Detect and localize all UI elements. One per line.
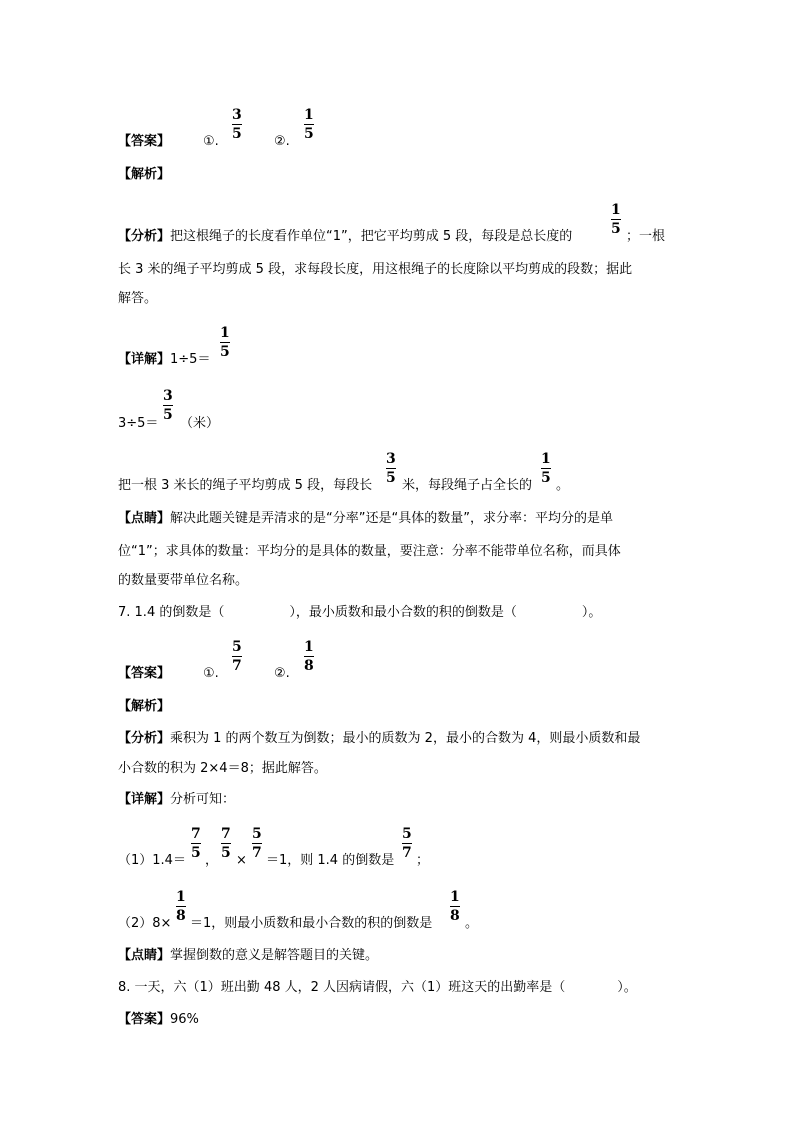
detail-tag: 【详解】 xyxy=(118,792,171,807)
fraction-1-8 xyxy=(304,640,314,673)
answer-tag: 【答案】 xyxy=(118,134,171,149)
fraction-7-5 xyxy=(221,827,231,860)
equation: ＝1，则最小质数和最小合数的积的倒数是 xyxy=(190,916,433,931)
answer-tag: 【答案】 xyxy=(118,1012,171,1027)
q8-answer-line xyxy=(118,1012,199,1028)
comma: ， xyxy=(205,853,219,868)
q7-question: 7. 1.4 的倒数是（ ），最小质数和最小合数的积的倒数是（ ）。 xyxy=(118,605,602,620)
fraction-1-5 xyxy=(541,452,551,485)
fraction-1-5 xyxy=(611,203,621,236)
fraction-5-7 xyxy=(252,827,262,860)
denominator: 5 xyxy=(163,407,173,423)
analysis-text: 乘积为 1 的两个数互为倒数；最小的质数为 2，最小的合数为 4，则最小质数和最 xyxy=(170,731,641,746)
numerator: 5 xyxy=(252,826,262,842)
numerator: 1 xyxy=(304,639,314,655)
q7-analysis-line-2: 小合数的积为 2×4＝8；据此解答。 xyxy=(118,761,327,776)
equation: ＝1，则 1.4 的倒数是 xyxy=(266,853,395,868)
equation: （1）1.4＝ xyxy=(118,853,186,868)
denominator: 5 xyxy=(541,470,551,486)
sentence-end: 。 xyxy=(556,478,570,493)
denominator: 5 xyxy=(221,845,231,861)
q8-question: 8. 一天，六（1）班出勤 48 人，2 人因病请假，六（1）班这天的出勤率是（ ）。 xyxy=(118,980,637,995)
analysis-tag: 【分析】 xyxy=(118,229,171,244)
denominator: 5 xyxy=(386,470,396,486)
numerator: 7 xyxy=(221,826,231,842)
jiexi-heading: 【解析】 xyxy=(118,167,171,182)
numerator: 1 xyxy=(304,107,314,123)
fraction-7-5 xyxy=(191,827,201,860)
analysis-text-tail: ；一根 xyxy=(626,229,666,244)
numerator: 3 xyxy=(163,388,173,404)
denominator: 5 xyxy=(611,221,621,237)
times-sign: × xyxy=(236,853,247,868)
q7-answer-line xyxy=(118,666,170,682)
fraction-1-8 xyxy=(176,890,186,923)
q6-analysis-line-1 xyxy=(118,229,572,245)
q7-detail-line-1 xyxy=(118,792,235,808)
fraction-1-8 xyxy=(450,890,460,923)
denominator: 7 xyxy=(252,845,262,861)
q6-analysis-line-2: 长 3 米的绳子平均剪成 5 段，求每段长度，用这根绳子的长度除以平均剪成的段数；据此 xyxy=(118,262,633,277)
detail-tag: 【详解】 xyxy=(118,352,171,367)
q6-analysis-line-3: 解答。 xyxy=(118,291,158,306)
fraction-5-7 xyxy=(232,640,242,673)
fraction-3-5 xyxy=(163,389,173,422)
unit: （米） xyxy=(180,416,220,431)
numerator: 3 xyxy=(232,107,242,123)
fraction-3-5 xyxy=(232,108,242,141)
q6-detail-line-3 xyxy=(118,478,372,494)
q6-point-line-2: 位“1”；求具体的数量：平均分的是具体的数量，要注意：分率不能带单位名称，而具体 xyxy=(118,544,621,559)
point-tag: 【点睛】 xyxy=(118,948,171,963)
numerator: 5 xyxy=(232,639,242,655)
sentence: 把一根 3 米长的绳子平均剪成 5 段，每段长 xyxy=(118,478,373,493)
q6-point-line-3: 的数量要带单位名称。 xyxy=(118,573,249,588)
q7-analysis-line-1 xyxy=(118,731,640,747)
q6-detail-line-1 xyxy=(118,352,210,368)
answer-marker-1: ①. xyxy=(203,666,219,681)
fraction-1-5 xyxy=(220,326,230,359)
denominator: 5 xyxy=(232,126,242,142)
denominator: 7 xyxy=(402,845,412,861)
denominator: 5 xyxy=(304,126,314,142)
denominator: 5 xyxy=(191,845,201,861)
denominator: 8 xyxy=(450,908,460,924)
answer-marker-2: ②. xyxy=(274,666,290,681)
sentence: 米，每段绳子占全长的 xyxy=(402,478,533,493)
numerator: 1 xyxy=(176,889,186,905)
fraction-5-7 xyxy=(402,827,412,860)
equation: 1÷5＝ xyxy=(170,352,211,367)
numerator: 3 xyxy=(386,451,396,467)
fraction-3-5 xyxy=(386,452,396,485)
q7-detail-line-3 xyxy=(118,916,171,932)
semicolon: ； xyxy=(416,853,430,868)
numerator: 5 xyxy=(402,826,412,842)
numerator: 7 xyxy=(191,826,201,842)
point-tag: 【点睛】 xyxy=(118,511,171,526)
answer-marker-2: ②. xyxy=(274,134,290,149)
answer-value: 96% xyxy=(170,1012,199,1027)
answer-tag: 【答案】 xyxy=(118,666,171,681)
denominator: 8 xyxy=(176,908,186,924)
numerator: 1 xyxy=(611,202,621,218)
equation: 3÷5＝ xyxy=(118,416,159,431)
answer-marker-1: ①. xyxy=(203,134,219,149)
numerator: 1 xyxy=(450,889,460,905)
jiexi-heading: 【解析】 xyxy=(118,699,171,714)
q6-answer-line xyxy=(118,134,170,150)
q7-point-line xyxy=(118,948,378,964)
q6-point-line-1 xyxy=(118,511,613,527)
detail-intro: 分析可知： xyxy=(170,792,236,807)
numerator: 1 xyxy=(220,325,230,341)
q7-detail-line-2 xyxy=(118,853,186,869)
point-text: 解决此题关键是弄清求的是“分率”还是“具体的数量”，求分率：平均分的是单 xyxy=(170,511,613,526)
equation: （2）8× xyxy=(118,916,172,931)
period: 。 xyxy=(465,916,479,931)
fraction-1-5 xyxy=(304,108,314,141)
denominator: 5 xyxy=(220,344,230,360)
numerator: 1 xyxy=(541,451,551,467)
denominator: 8 xyxy=(304,658,314,674)
analysis-text: 把这根绳子的长度看作单位“1”，把它平均剪成 5 段，每段是总长度的 xyxy=(170,229,573,244)
point-text: 掌握倒数的意义是解答题目的关键。 xyxy=(170,948,379,963)
q6-detail-line-2 xyxy=(118,416,158,432)
analysis-tag: 【分析】 xyxy=(118,731,171,746)
denominator: 7 xyxy=(232,658,242,674)
